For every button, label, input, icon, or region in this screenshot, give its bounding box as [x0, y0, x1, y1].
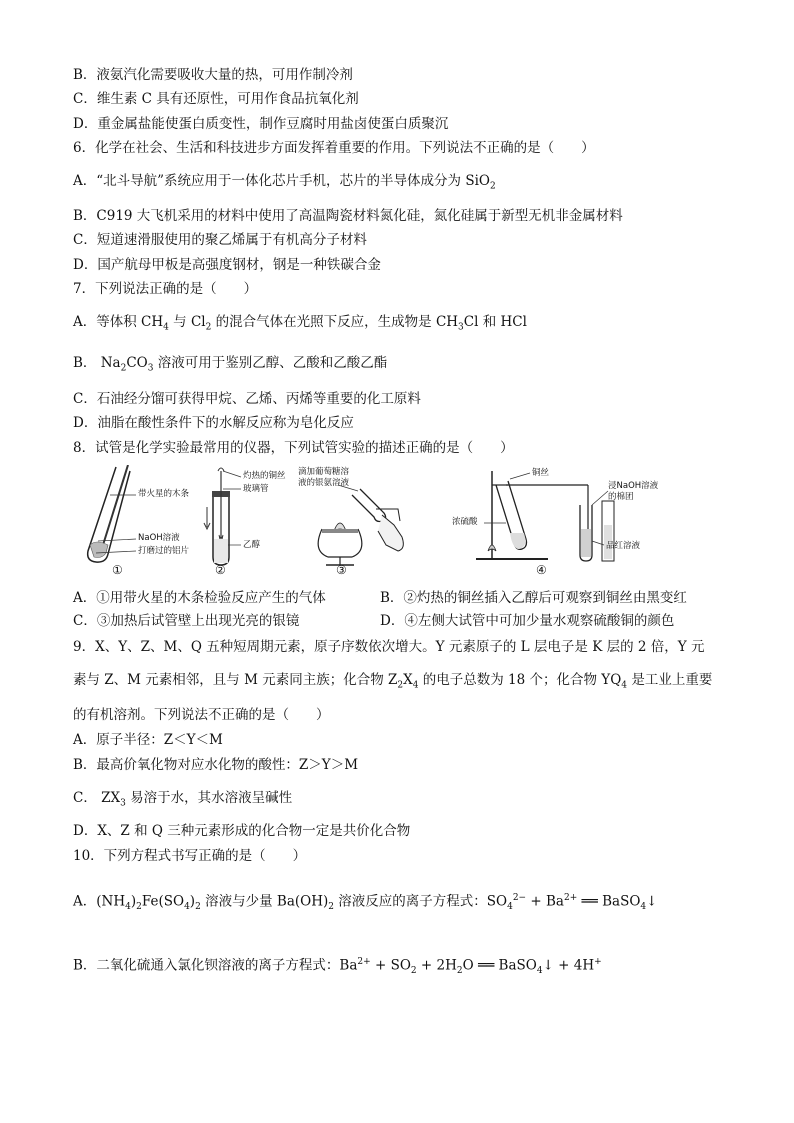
q9-stem-line1: 9．X、Y、Z、M、Q 五种短周期元素，原子序数依次增大。Y 元素原子的 L 层电子是 K 层的 2 倍，Y 元: [73, 639, 705, 655]
figure-2-label-ethanol: 乙醇: [243, 540, 261, 550]
q6-option-b: B．C919 大飞机采用的材料中使用了高温陶瓷材料氮化硅，氮化硅属于新型无机非金属材料: [73, 208, 623, 224]
q9-option-d: D．X、Z 和 Q 三种元素形成的化合物一定是共价化合物: [73, 823, 411, 839]
q8-option-a: A．①用带火星的木条检验反应产生的气体: [73, 590, 326, 606]
q8-option-c: C．③加热后试管壁上出现光亮的银镜: [73, 613, 300, 629]
figure-1-label-naoh: NaOH溶液: [138, 533, 180, 543]
figure-4-label-sulfuric-acid: 浓硫酸: [452, 517, 478, 527]
q10-stem: 10．下列方程式书写正确的是（ ）: [73, 848, 307, 864]
q8-option-b: B．②灼热的铜丝插入乙醇后可观察到铜丝由黑变红: [380, 590, 687, 606]
q10-option-a: A．$(NH_4)_2Fe(SO_4)_2$ 溶液与少量 $Ba(OH)_2$ 溶液反应的离子方程式：$SO_4^{2-} + Ba^{2+}$ ══ BaSO$_4$↓: [73, 893, 658, 913]
q7-stem: 7．下列说法正确的是（ ）: [73, 281, 258, 297]
q5-option-b: B．液氨汽化需要吸收大量的热，可用作制冷剂: [73, 67, 353, 83]
figure-4: [436, 465, 659, 577]
q9-option-b: B．最高价氧化物对应水化物的酸性：Z＞Y＞M: [73, 757, 359, 773]
figure-1-label-aluminum: 打磨过的铝片: [138, 546, 190, 556]
q7-option-b: B． $Na_2CO_3$ 溶液可用于鉴别乙醇、乙酸和乙酸乙酯: [73, 355, 388, 374]
q7-option-a: A．等体积 $CH_4$ 与 $Cl_2$ 的混合气体在光照下反应，生成物是 $CH_3Cl$ 和 HCl: [73, 314, 527, 333]
q9-stem-line2: 素与 Z、M 元素相邻，且与 M 元素同主族；化合物 $Z_2X_4$ 的电子总数为 18 个；化合物 $YQ_4$ 是工业上重要: [73, 672, 713, 691]
q9-option-c: C． $ZX_3$ 易溶于水，其水溶液呈碱性: [73, 790, 293, 809]
q8-option-d: D．④左侧大试管中可加少量水观察硫酸铜的颜色: [380, 613, 675, 629]
figure-4-label-copper-wire: 铜丝: [532, 468, 550, 478]
q7-option-c: C．石油经分馏可获得甲烷、乙烯、丙烯等重要的化工原料: [73, 391, 421, 407]
figure-2: [201, 465, 311, 577]
figure-3-label-line2: 液的银氨溶液: [298, 478, 350, 488]
figure-3-label-line1: 滴加葡萄糖溶: [298, 467, 350, 477]
figure-3-number: ③: [336, 563, 347, 577]
figure-1-drawing: [76, 465, 216, 577]
q6-stem: 6．化学在社会、生活和科技进步方面发挥着重要的作用。下列说法不正确的是（ ）: [73, 140, 595, 156]
q7-option-d: D．油脂在酸性条件下的水解反应称为皂化反应: [73, 415, 354, 431]
figure-4-label-naoh-cotton: 浸NaOH溶液: [608, 481, 659, 491]
figure-3: [298, 465, 428, 577]
figure-1-label-splint: 带火星的木条: [138, 489, 190, 499]
q10-option-b: B．二氧化硫通入氯化钡溶液的离子方程式：$Ba^{2+} + SO_2 + 2H_2O$ ══ BaSO$_4$↓ + 4H+: [73, 957, 602, 977]
figure-4-label-cotton: 的棉团: [608, 492, 634, 502]
q9-stem-line3: 的有机溶剂。下列说法不正确的是（ ）: [73, 707, 330, 723]
figure-2-label-glass-tube: 玻璃管: [243, 484, 269, 494]
q6-option-d: D．国产航母甲板是高强度钢材，钢是一种铁碳合金: [73, 257, 381, 273]
figure-1: [76, 465, 216, 577]
figure-2-drawing: [201, 465, 311, 577]
q5-option-c: C．维生素 C 具有还原性，可用作食品抗氧化剂: [73, 91, 359, 107]
figure-2-number: ②: [215, 563, 226, 577]
figure-4-number: ④: [536, 563, 547, 577]
q8-stem: 8．试管是化学实验最常用的仪器，下列试管实验的描述正确的是（ ）: [73, 440, 514, 456]
q6-option-a: A．“北斗导航”系统应用于一体化芯片手机，芯片的半导体成分为 SiO$_2$: [73, 173, 496, 192]
q5-option-d: D．重金属盐能使蛋白质变性，制作豆腐时用盐卤使蛋白质聚沉: [73, 116, 449, 132]
figure-1-number: ①: [112, 563, 123, 577]
q8-figures: [76, 465, 716, 577]
figure-4-label-magenta: 品红溶液: [606, 541, 641, 551]
q9-option-a: A．原子半径：Z＜Y＜M: [73, 732, 223, 748]
q6-option-c: C．短道速滑服使用的聚乙烯属于有机高分子材料: [73, 232, 367, 248]
figure-2-label-copper-wire: 灼热的铜丝: [243, 471, 286, 481]
